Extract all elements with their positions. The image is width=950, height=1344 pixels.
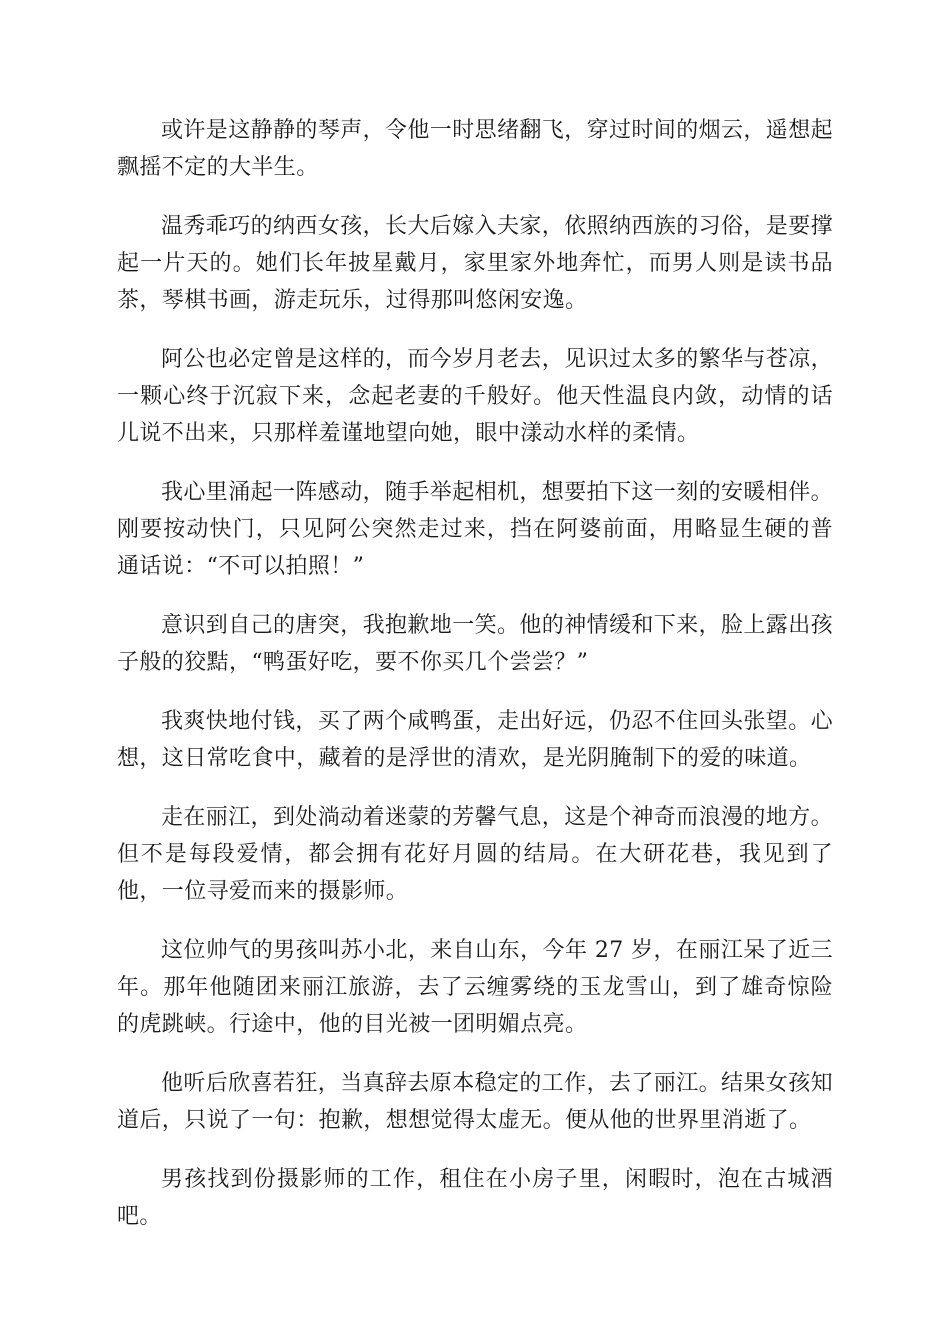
paragraph-4: 我心里涌起一阵感动，随手举起相机，想要拍下这一刻的安暖相伴。刚要按动快门，只见阿公突然走过来，挡在阿婆前面，用略显生硬的普通话说：“不可以拍照！” [117,480,834,579]
article-body [117,112,833,1257]
paragraph-9: 他听后欣喜若狂，当真辞去原本稳定的工作，去了丽江。结果女孩知道后，只说了一句：抱歉，想想觉得太虚无。便从他的世界里消逝了。 [117,1071,834,1133]
paragraph-5: 意识到自己的唐突，我抱歉地一笑。他的神情缓和下来，脸上露出孩子般的狡黠，“鸭蛋好吃，要不你买几个尝尝？” [117,613,834,675]
paragraph-8: 这位帅气的男孩叫苏小北，来自山东，今年 27 岁，在丽江呆了近三年。那年他随团来丽江旅游，去了云缠雾绕的玉龙雪山，到了雄奇惊险的虎跳峡。行途中，他的目光被一团明媚点亮。 [117,938,833,1037]
paragraph-10: 男孩找到份摄影师的工作，租住在小房子里，闲暇时，泡在古城酒吧。 [117,1167,833,1229]
paragraph-6: 我爽快地付钱，买了两个咸鸭蛋，走出好远，仍忍不住回头张望。心想，这日常吃食中，藏着的是浮世的清欢，是光阴腌制下的爱的味道。 [117,709,834,771]
paragraph-1: 或许是这静静的琴声，令他一时思绪翻飞，穿过时间的烟云，遥想起飘摇不定的大半生。 [117,118,834,180]
paragraph-3: 阿公也必定曾是这样的，而今岁月老去，见识过太多的繁华与苍凉，一颗心终于沉寂下来，念起老妻的千般好。他天性温良内敛，动情的话儿说不出来，只那样羞谨地望向她，眼中漾动水样的柔情。 [117,347,834,446]
paragraph-2: 温秀乖巧的纳西女孩，长大后嫁入夫家，依照纳西族的习俗，是要撑起一片天的。她们长年披星戴月，家里家外地奔忙，而男人则是读书品茶，琴棋书画，游走玩乐，过得那叫悠闲安逸。 [117,214,834,313]
paragraph-7: 走在丽江，到处淌动着迷蒙的芳馨气息，这是个神奇而浪漫的地方。但不是每段爱情，都会拥有花好月圆的结局。在大研花巷，我见到了他，一位寻爱而来的摄影师。 [117,805,834,904]
